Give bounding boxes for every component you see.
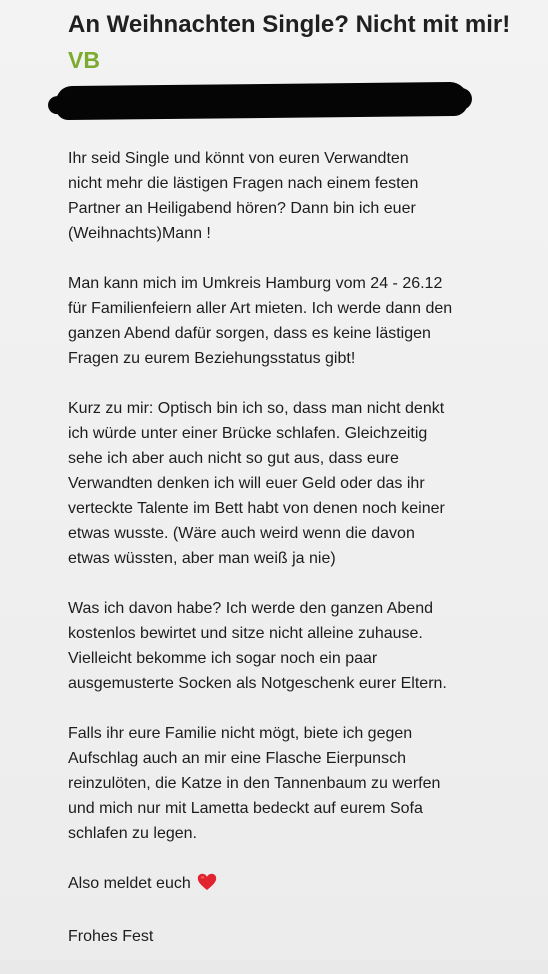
text-line: sehe ich aber auch nicht so gut aus, dass eure — [68, 450, 399, 467]
redaction-bar — [56, 82, 468, 120]
text-line: kostenlos bewirtet und sitze nicht alleine zuhause. — [68, 625, 423, 642]
text-line: ganzen Abend dafür sorgen, dass es keine lästigen — [68, 325, 431, 342]
closing-line — [68, 871, 538, 899]
text-line: Was ich davon habe? Ich werde den ganzen Abend — [68, 600, 433, 617]
text-line: und mich nur mit Lametta bedeckt auf eurem Sofa — [68, 800, 423, 817]
description-paragraph — [68, 396, 538, 571]
text-line: Fragen zu eurem Beziehungsstatus gibt! — [68, 350, 356, 367]
text-line: Verwandten denken ich will euer Geld oder das ihr — [68, 475, 425, 492]
description-paragraph — [68, 271, 538, 371]
signoff-line: Frohes Fest — [68, 928, 154, 945]
listing-description — [68, 146, 538, 974]
text-line: (Weihnachts)Mann ! — [68, 225, 211, 242]
text-line: Man kann mich im Umkreis Hamburg vom 24 - 26.12 — [68, 275, 443, 292]
text-line: nicht mehr die lästigen Fragen nach einem festen — [68, 175, 419, 192]
text-line: Vielleicht bekomme ich sogar noch ein paar — [68, 650, 378, 667]
text-line: etwas wusste. (Wäre auch weird wenn die davon — [68, 525, 415, 542]
text-line: für Familienfeiern aller Art mieten. Ich werde dann den — [68, 300, 453, 317]
text-line: Kurz zu mir: Optisch bin ich so, dass man nicht denkt — [68, 400, 445, 417]
text-line: Falls ihr eure Familie nicht mögt, biete ich gegen — [68, 725, 413, 742]
closing-text: Also meldet euch — [68, 875, 191, 892]
text-line: ausgemusterte Socken als Notgeschenk eurer Eltern. — [68, 675, 447, 692]
description-paragraph — [68, 596, 538, 696]
text-line: etwas wüssten, aber man weiß ja nie) — [68, 550, 336, 567]
text-line: Partner an Heiligabend hören? Dann bin ich euer — [68, 200, 416, 217]
text-line: schlafen zu legen. — [68, 825, 197, 842]
description-paragraph — [68, 721, 538, 846]
listing-price: VB — [68, 47, 100, 73]
text-line: Ihr seid Single und könnt von euren Verwandten — [68, 150, 409, 167]
description-paragraph — [68, 146, 538, 246]
text-line: Aufschlag auch an mir eine Flasche Eierpunsch — [68, 750, 406, 767]
text-line: reinzulöten, die Katze in den Tannenbaum zu werfen — [68, 775, 441, 792]
text-line: ich würde unter einer Brücke schlafen. Gleichzeitig — [68, 425, 428, 442]
listing-title: An Weihnachten Single? Nicht mit mir! — [68, 11, 511, 38]
red-heart-icon — [197, 873, 217, 899]
text-line: verteckte Talente im Bett habt von denen noch keiner — [68, 500, 445, 517]
